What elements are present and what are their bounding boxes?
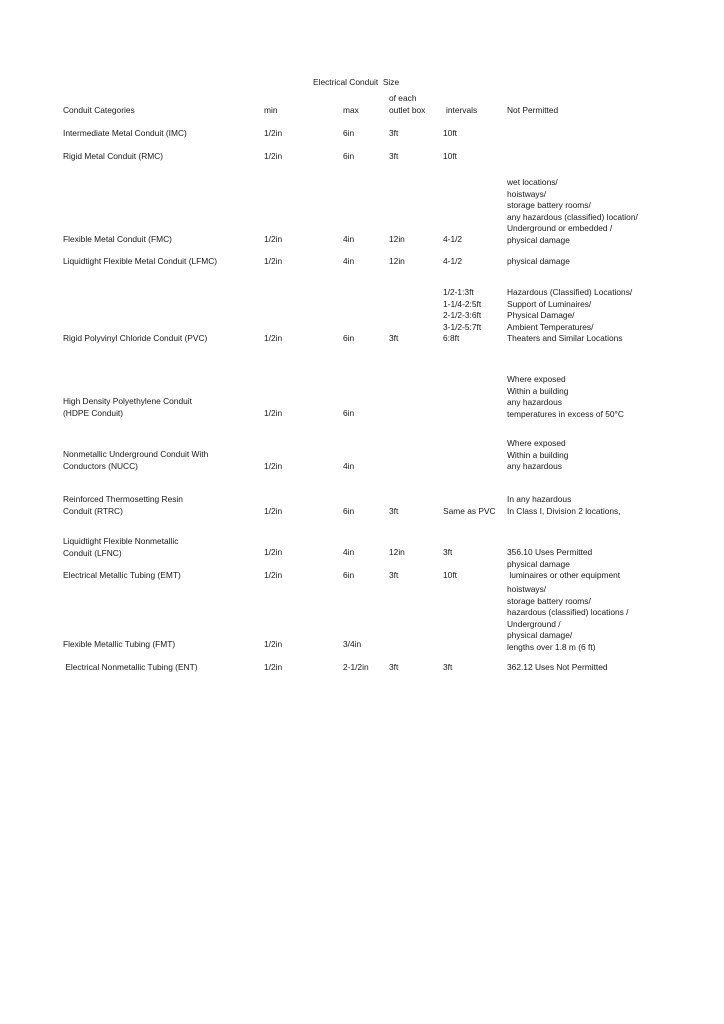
not-permitted-item: hazardous (classified) locations / — [507, 607, 629, 617]
header-min: min — [264, 105, 278, 115]
interval-item: 1-1/4-2:5ft — [443, 298, 482, 309]
not-permitted-item: any hazardous — [507, 397, 562, 407]
row-pvc-max: 6in — [343, 333, 355, 343]
interval-item: 1/2-1:3ft — [443, 287, 474, 297]
row-emt-max: 6in — [343, 570, 355, 580]
row-rtrc-category — [63, 494, 183, 517]
row-fmc-category: Flexible Metal Conduit (FMC) — [63, 234, 172, 244]
row-ent-min: 1/2in — [264, 662, 283, 672]
not-permitted-item: Hazardous (Classified) Locations/ — [507, 287, 633, 297]
row-ent-max: 2-1/2in — [343, 662, 369, 672]
row-hdpe-category — [63, 396, 192, 419]
header-outlet-line1: of each — [389, 93, 417, 103]
header-not-permitted: Not Permitted — [507, 105, 559, 115]
row-rmc-max: 6in — [343, 151, 355, 161]
row-lfnc-intervals: 3ft — [443, 547, 453, 557]
not-permitted-item: temperatures in excess of 50°C — [507, 408, 624, 419]
row-pvc-intervals — [443, 287, 481, 345]
not-permitted-item: any hazardous — [507, 461, 562, 471]
header-outlet-box — [389, 93, 425, 116]
not-permitted-item: Where exposed — [507, 438, 566, 448]
row-fmc-not-permitted — [507, 177, 638, 246]
row-nucc-not-permitted — [507, 438, 568, 473]
not-permitted-item: hoistways/ — [507, 188, 547, 199]
row-pvc-not-permitted — [507, 287, 632, 345]
not-permitted-item: physical damage — [507, 558, 570, 569]
row-fmt-max: 3/4in — [343, 639, 362, 649]
row-imc-outlet: 3ft — [389, 128, 399, 138]
row-rtrc-not-permitted — [507, 494, 621, 517]
row-pvc-category: Rigid Polyvinyl Chloride Conduit (PVC) — [63, 333, 208, 343]
row-lfnc-outlet: 12in — [389, 547, 405, 557]
not-permitted-item: In Class I, Division 2 locations, — [507, 505, 621, 516]
category-line: Conduit (LFNC) — [63, 547, 122, 558]
not-permitted-item: Underground / — [507, 618, 561, 629]
row-imc-max: 6in — [343, 128, 355, 138]
row-rtrc-outlet: 3ft — [389, 506, 399, 516]
row-nucc-min: 1/2in — [264, 461, 283, 471]
row-ent-category: Electrical Nonmetallic Tubing (ENT) — [63, 662, 198, 672]
row-fmt-not-permitted — [507, 584, 629, 653]
row-imc-intervals: 10ft — [443, 128, 457, 138]
row-emt-outlet: 3ft — [389, 570, 399, 580]
category-line: Reinforced Thermosetting Resin — [63, 494, 183, 504]
not-permitted-item: Ambient Temperatures/ — [507, 321, 594, 332]
row-hdpe-max: 6in — [343, 408, 355, 418]
row-rmc-outlet: 3ft — [389, 151, 399, 161]
row-lfmc-category: Liquidtight Flexible Metal Conduit (LFMC) — [63, 256, 218, 266]
row-pvc-min: 1/2in — [264, 333, 283, 343]
row-emt-category: Electrical Metallic Tubing (EMT) — [63, 570, 181, 580]
row-lfnc-not-permitted — [507, 547, 592, 570]
row-lfmc-intervals: 4-1/2 — [443, 256, 463, 266]
row-fmc-intervals: 4-1/2 — [443, 234, 463, 244]
not-permitted-item: storage battery rooms/ — [507, 200, 591, 210]
row-ent-outlet: 3ft — [389, 662, 399, 672]
row-emt-not-permitted: luminaires or other equipment — [507, 570, 621, 580]
not-permitted-item: Where exposed — [507, 374, 566, 384]
not-permitted-item: any hazardous (classified) location/ — [507, 211, 638, 222]
not-permitted-item: Theaters and Similar Locations — [507, 333, 623, 343]
category-line: High Density Polyethylene Conduit — [63, 396, 192, 406]
row-rmc-min: 1/2in — [264, 151, 283, 161]
not-permitted-item: Support of Luminaires/ — [507, 298, 592, 309]
row-nucc-category — [63, 449, 208, 472]
row-ent-intervals: 3ft — [443, 662, 453, 672]
row-fmt-category: Flexible Metallic Tubing (FMT) — [63, 639, 176, 649]
row-lfnc-category — [63, 536, 178, 559]
row-lfnc-min: 1/2in — [264, 547, 283, 557]
interval-item: 3-1/2-5:7ft — [443, 321, 482, 332]
row-pvc-outlet: 3ft — [389, 333, 399, 343]
not-permitted-item: lengths over 1.8 m (6 ft) — [507, 641, 596, 652]
not-permitted-item: Physical Damage/ — [507, 310, 575, 320]
not-permitted-item: physical damage — [507, 234, 570, 245]
row-hdpe-not-permitted — [507, 374, 624, 420]
row-fmt-min: 1/2in — [264, 639, 283, 649]
interval-item: 2-1/2-3:6ft — [443, 310, 482, 320]
not-permitted-item: hoistways/ — [507, 584, 547, 594]
header-outlet-line2: outlet box — [389, 104, 426, 115]
row-lfmc-outlet: 12in — [389, 256, 405, 266]
row-nucc-max: 4in — [343, 461, 355, 471]
row-fmc-max: 4in — [343, 234, 355, 244]
header-conduit-categories: Conduit Categories — [63, 105, 135, 115]
not-permitted-item: Underground or embedded / — [507, 223, 613, 233]
header-max: max — [343, 105, 359, 115]
row-emt-min: 1/2in — [264, 570, 283, 580]
document-title: Electrical Conduit Size — [313, 77, 400, 87]
category-line: Conductors (NUCC) — [63, 460, 138, 471]
row-rmc-category: Rigid Metal Conduit (RMC) — [63, 151, 164, 161]
not-permitted-item: In any hazardous — [507, 494, 572, 504]
row-lfmc-min: 1/2in — [264, 256, 283, 266]
row-ent-not-permitted: 362.12 Uses Not Permitted — [507, 662, 608, 672]
row-rtrc-min: 1/2in — [264, 506, 283, 516]
not-permitted-item: Within a building — [507, 385, 569, 396]
row-rmc-intervals: 10ft — [443, 151, 457, 161]
interval-item: 6:8ft — [443, 333, 460, 343]
row-imc-min: 1/2in — [264, 128, 283, 138]
row-lfmc-not-permitted: physical damage — [507, 256, 570, 266]
row-fmc-outlet: 12in — [389, 234, 405, 244]
category-line: Liquidtight Flexible Nonmetallic — [63, 536, 179, 546]
header-intervals: intervals — [446, 105, 478, 115]
category-line: (HDPE Conduit) — [63, 407, 124, 418]
not-permitted-item: 356.10 Uses Permitted — [507, 547, 593, 557]
row-lfmc-max: 4in — [343, 256, 355, 266]
category-line: Conduit (RTRC) — [63, 505, 123, 516]
not-permitted-item: wet locations/ — [507, 177, 558, 187]
not-permitted-item: Within a building — [507, 449, 569, 460]
row-rtrc-intervals: Same as PVC — [443, 506, 496, 516]
not-permitted-item: storage battery rooms/ — [507, 595, 591, 606]
row-imc-category: Intermediate Metal Conduit (IMC) — [63, 128, 187, 138]
not-permitted-item: physical damage/ — [507, 630, 573, 640]
row-hdpe-min: 1/2in — [264, 408, 283, 418]
category-line: Nonmetallic Underground Conduit With — [63, 449, 209, 459]
row-rtrc-max: 6in — [343, 506, 355, 516]
row-lfnc-max: 4in — [343, 547, 355, 557]
row-emt-intervals: 10ft — [443, 570, 457, 580]
row-fmc-min: 1/2in — [264, 234, 283, 244]
